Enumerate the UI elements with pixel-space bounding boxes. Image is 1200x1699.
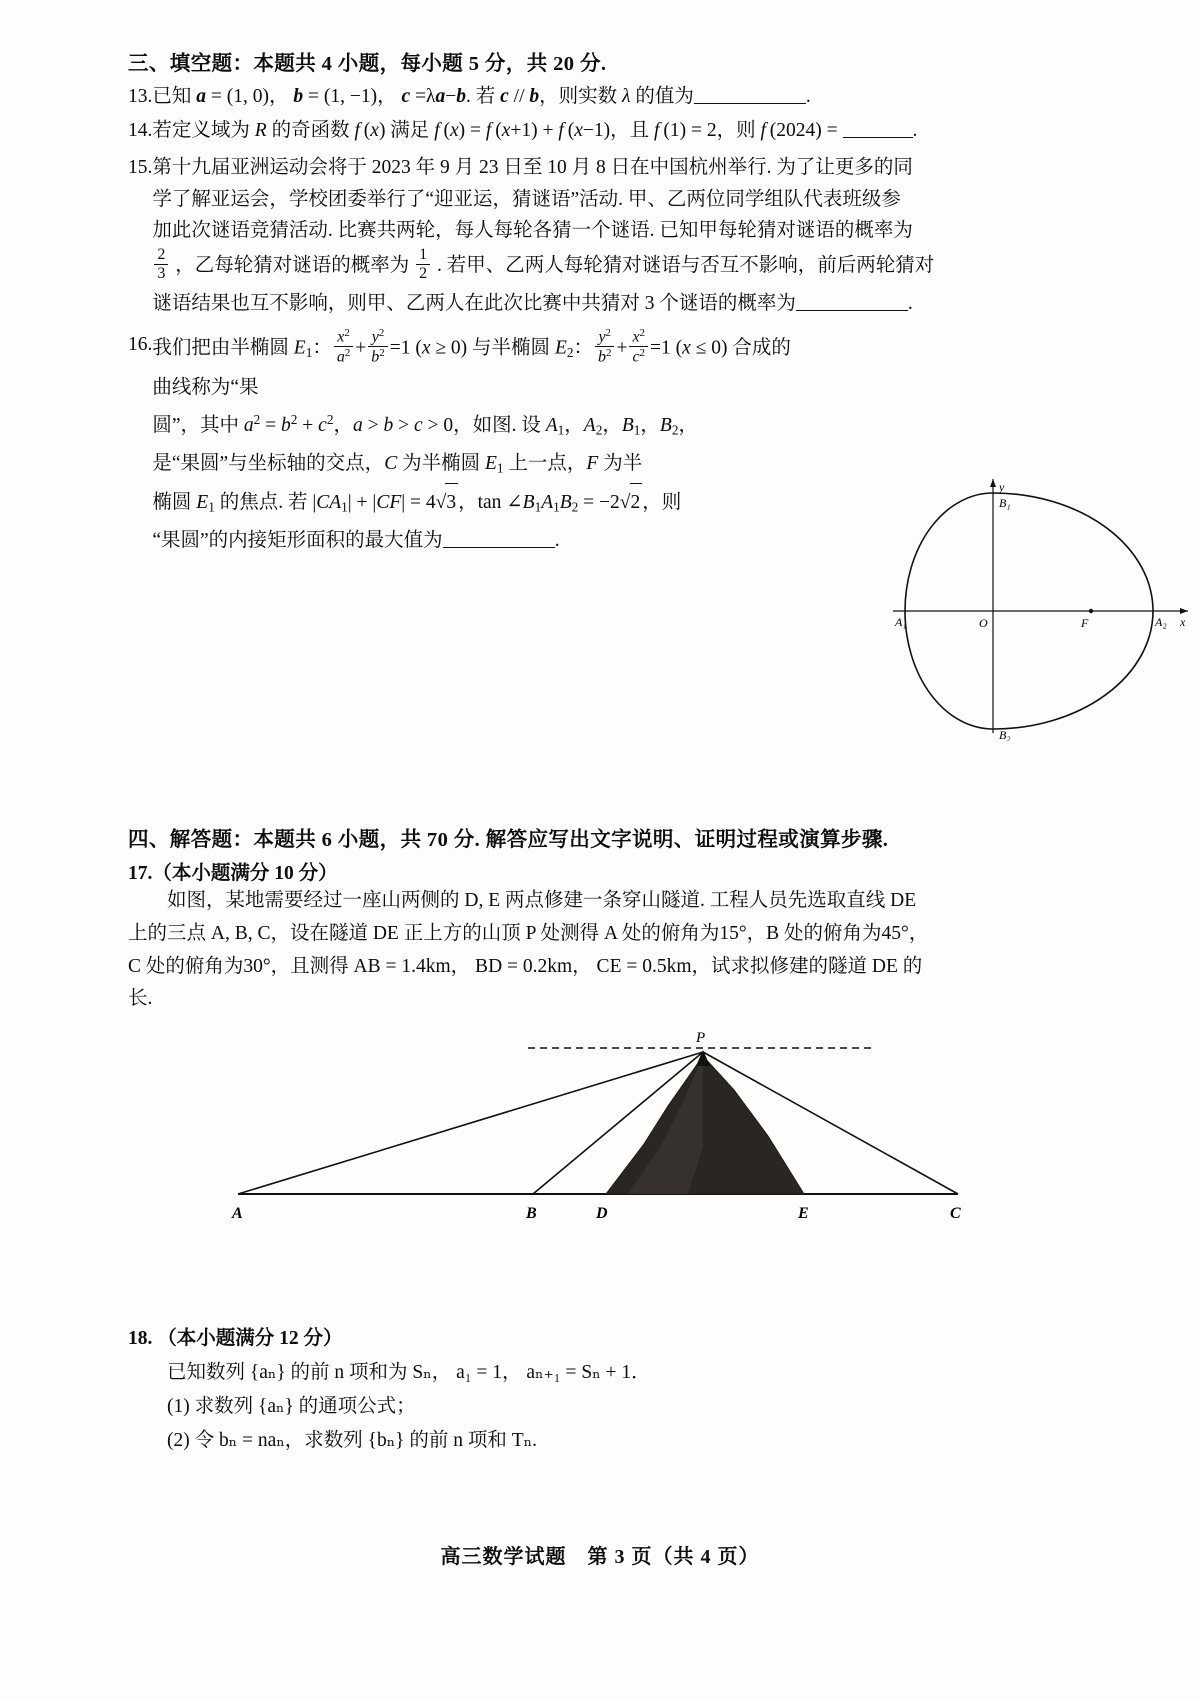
question-13-number: 13. [128,86,153,107]
question-18-number: 18. [128,1328,153,1350]
question-15-line-5: 谜语结果也互不影响，则甲、乙两人在此次比赛中共猜对 3 个谜语的概率为 . [152,285,1080,323]
figure-label-A2: A₂ [1155,615,1167,629]
question-15-line-2: 学了解亚运会，学校团委举行了“迎亚运，猜谜语”活动. 甲、乙两位同学组队代表班级参 [152,188,901,210]
question-16-line-4: 椭圆 $E_1$ 的焦点. 若 $|CA_1| + |CF| = 4√3$ ，$\tan \angle B_1A_1B_2 = -2√2$ ，则 [152,483,792,522]
figure-label-y: y [999,480,1005,494]
figure-label-B2: B₂ [999,728,1011,741]
question-18 [128,1322,1080,1459]
question-14-number: 14. [128,119,153,141]
question-17-line-2: 上的三点 A, B, C，设在隧道 DE 正上方的山顶 P 处测得 A 处的俯角为15°，B 处的俯角为45°， [128,922,929,944]
figure-label-B: B [526,1205,537,1223]
question-16-line-1: 我们把由半椭圆 $E_1$： $\frac{x^2}{a^2}$ + $\frac{y^2}{b^2}$ =1 (x ≥ 0) 与半椭圆 $E_2$： $\frac{y^2}{b^2}$ + $\frac{x^2}{c^2}$ =1 (x ≤ 0) 合成的曲线称为“果 [152,326,791,398]
section-4-heading: 四、解答题：本题共 6 小题，共 70 分. 解答应写出文字说明、证明过程或演算步骤. [128,829,889,852]
question-17-header [128,857,1080,885]
question-18-sub-1: (1) 求数列 {aₙ} 的通项公式； [167,1396,416,1418]
fraction-one-half: $\frac{1}{2}$ [416,246,430,283]
page-content [128,46,1186,1459]
question-17-body [128,885,1080,1016]
question-15 [128,152,1080,323]
figure-label-O: O [979,616,988,630]
question-17-line-4: 长. [128,988,153,1010]
question-17-line-3: C 处的俯角为30°，且测得 AB = 1.4km， BD = 0.2km， CE = 0.5km，试求拟修建的隧道 DE 的 [128,955,923,977]
figure-label-C: C [950,1205,961,1223]
figure-label-D: D [596,1205,608,1223]
question-18-line-1: 已知数列 {aₙ} 的前 n 项和为 Sₙ， a₁ = 1， aₙ₊₁ = Sₙ + 1． [167,1362,651,1384]
question-16-number: 16. [128,333,153,355]
answer-blank-16 [443,528,555,549]
question-16-line-3: 是“果圆”与坐标轴的交点，C 为半椭圆 $E_1$ 上一点，F 为半 [152,453,643,476]
figure-label-A1: A₁ [895,615,907,629]
fraction-two-thirds: $\frac{2}{3}$ [154,246,168,283]
question-15-line-1: 第十九届亚洲运动会将于 2023 年 9 月 23 日至 10 月 8 日在中国杭州举行. 为了让更多的同 [152,157,913,179]
question-17-score: （本小题满分 10 分） [152,863,338,885]
question-17-line-1: 如图，某地需要经过一座山两侧的 D, E 两点修建一条穿山隧道. 工程人员先选取直线 DE [167,890,917,912]
answer-blank-15 [796,291,908,312]
question-16-line-5: “果圆”的内接矩形面积的最大值为 . [152,522,792,560]
question-15-line-3: 加此次谜语竞猜活动. 比赛共两轮，每人每轮各猜一个谜语. 已知甲每轮猜对谜语的概率为 [152,220,913,242]
figure-label-B1: B₁ [999,496,1011,510]
answer-blank-13 [694,84,806,105]
question-15-number: 15. [128,157,153,179]
question-15-body [152,152,1080,323]
answer-blank-14 [843,117,913,138]
question-13 [128,81,1080,113]
question-18-header [128,1322,1080,1356]
question-16-body [152,326,792,560]
question-17 [128,857,1080,1016]
figure-label-P: P [696,1030,706,1047]
question-14 [128,115,1080,147]
question-13-body: 已知 a = (1, 0)， b = (1, −1)， c =λa−b. 若 c // b，则实数 λ 的值为 . [152,81,1080,113]
question-15-line-4: $\frac{2}{3}$ ，乙每轮猜对谜语的概率为 $\frac{1}{2}$ . 若甲、乙两人每轮猜对谜语与否互不影响，前后两轮猜对 [152,247,1080,285]
figure-label-E: E [798,1205,809,1223]
figure-label-F: F [1081,616,1089,630]
page-footer: 高三数学试题 第 3 页（共 4 页） [440,1546,760,1568]
figure-fruit-oval [883,471,1200,741]
figure-label-x: x [1180,615,1186,629]
question-18-score: （本小题满分 12 分） [157,1328,343,1350]
figure-label-A: A [232,1205,243,1223]
question-16-line-2: 圆”，其中 $a^2 = b^2 + c^2$，a > b > c > 0，如图. 设 $A_1$，$A_2$，$B_1$，$B_2$， [152,412,698,438]
question-14-body: 若定义域为 R 的奇函数 f (x) 满足 f (x) = f (x+1) + f (x−1)，且 f (1) = 2，则 f (2024) = . [152,115,1080,147]
question-17-number: 17. [128,863,153,885]
figure-mountain-tunnel [128,1026,1080,1296]
section-3-heading: 三、填空题：本题共 4 小题，每小题 5 分，共 20 分. [128,53,607,75]
question-18-sub-2: (2) 令 bₙ = naₙ，求数列 {bₙ} 的前 n 项和 Tₙ. [167,1430,538,1452]
